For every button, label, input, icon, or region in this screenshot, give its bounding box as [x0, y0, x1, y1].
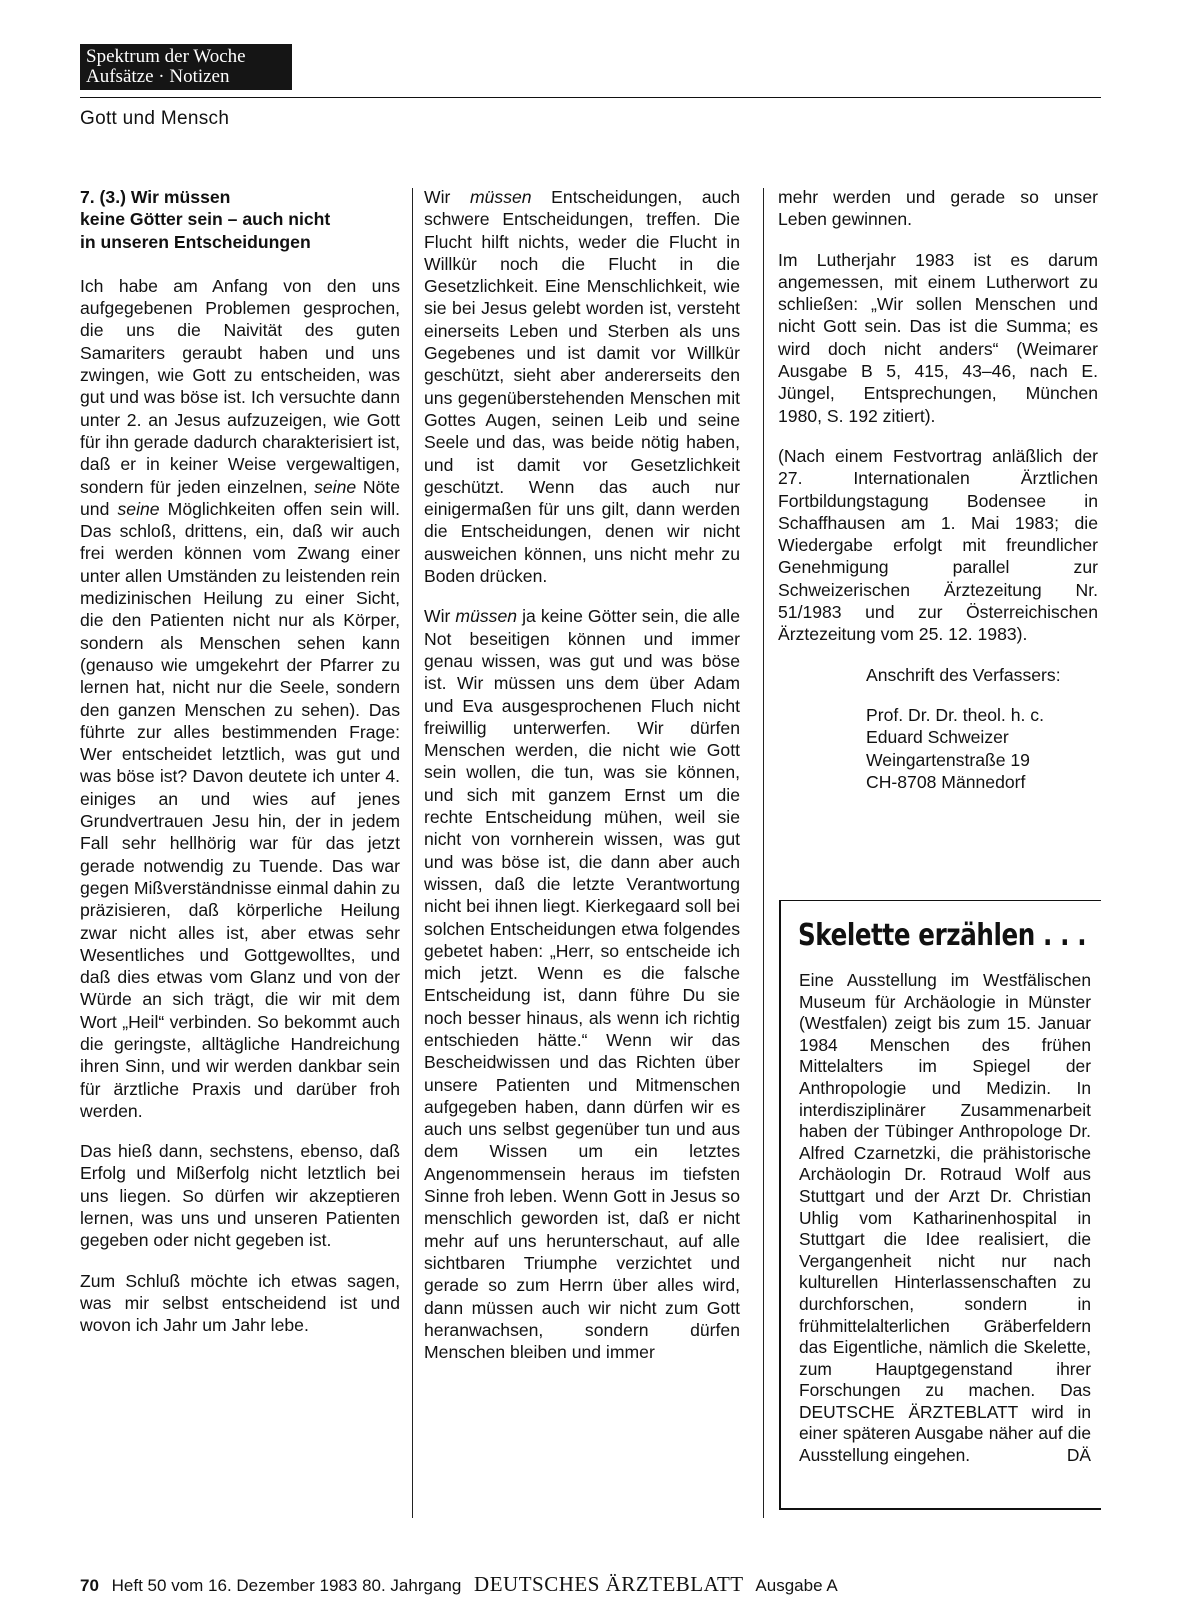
paragraph — [424, 186, 740, 587]
emphasis: müssen — [455, 606, 518, 627]
address-label: Anschrift des Verfassers: — [866, 664, 1061, 685]
paragraph: Das hieß dann, sechstens, ebenso, daß Erfolg und Mißerfolg nicht letztlich bei uns liegen. So dürfen wir akzeptieren lernen, was uns und unseren Patienten gegeben oder nicht gegeben ist. — [80, 1141, 400, 1251]
article-column-3 — [778, 186, 1098, 811]
address-line: Weingartenstraße 19 — [866, 749, 1030, 770]
article-column-2 — [424, 186, 740, 1381]
text-run: Ich habe am Anfang von den uns aufgegebenen Problemen gesprochen, die uns die Naivität des guten Samariters geraubt haben und uns zwingen, wie Gott zu entscheiden, was gut und was böse ist. Ich versuchte dann unter 2. an Jesus aufzuzeigen, wie Gott für ihn gerade dadurch charakterisiert ist, daß er in keiner Weise vergewaltigen, sondern für jeden einzelnen, — [80, 275, 400, 497]
emphasis: seine — [117, 498, 160, 519]
box-signature: DÄ — [1066, 1445, 1091, 1466]
paragraph: (Nach einem Festvortrag anläßlich der 27. Internationalen Ärztlichen Fortbildungstagung Bodensee in Schaffhausen am 1. Mai 1983; die Wiedergabe erfolgt mit freundlicher Genehmigung parallel zur Schweizerischen Ärztezeitung Nr. 51/1983 und zur Österreichischen Ärztezeitung vom 25. 12. 1983). — [778, 445, 1098, 645]
section-label-line2: Aufsätze · Notizen — [86, 66, 230, 87]
text-run: Nöte und — [80, 476, 400, 519]
article-heading — [80, 186, 400, 253]
address-line: CH-8708 Männedorf — [866, 771, 1026, 792]
section-badge — [80, 44, 292, 90]
emphasis: seine — [314, 476, 357, 497]
box-body: Eine Ausstellung im Westfälischen Museum für Archäologie in Münster (Westfalen) zeigt bis zum 15. Januar 1984 Menschen des frühen Mittelalters im Spiegel der Anthropologie und Medizin. In interdisziplinärer Zusammenarbeit haben der Tübinger Anthropologe Dr. Alfred Czarnetzki, die prähistorische Archäologin Dr. Rotraud Wolf aus Stuttgart und der Arzt Dr. Christian Uhlig vom Katharinenhospital in Stuttgart die Idee realisiert, die Vergangenheit nicht nur nach kulturellen Hinterlassenschaften zu durchforschen, sondern in frühmittelalterlichen Gräberfeldern das Eigentliche, nämlich die Skelette, zum Hauptgegenstand ihrer Forschungen zu machen. Das DEUTSCHE ÄRZTEBLATT wird in einer späteren Ausgabe näher auf die Ausstellung eingehen. — [799, 970, 1091, 1466]
heading-line-3: in unseren Entscheidungen — [80, 231, 311, 252]
column-divider-2 — [763, 188, 764, 1518]
address-line: Eduard Schweizer — [866, 727, 1009, 748]
page-number: 70 — [80, 1576, 99, 1595]
article-column-1 — [80, 186, 400, 1355]
issue-info: Heft 50 vom 16. Dezember 1983 80. Jahrgang — [111, 1576, 462, 1595]
text-run: Wir — [424, 606, 456, 627]
text-run: ja keine Götter sein, die alle Not beseitigen können und immer genau wissen, was gut und was böse ist. Wir müssen uns dem über Adam und Eva ausgesprochenen Fluch nicht freiwillig unterwerfen. Wir dürfen Menschen werden, die nicht wie Gott sein wollen, die tun, was sie können, und sich mit ganzem Ernst um die rechte Entscheidung mühen, weil sie nicht von vornherein wissen, was gut und was böse ist, die dann aber auch wissen, daß die letzte Verantwortung nicht bei ihnen liegt. Kierkegaard soll bei solchen Entscheidungen etwa folgendes gebetet haben: „Herr, so entscheide ich mich jetzt. Wenn es die falsche Entscheidung ist, dann führe Du sie noch besser hinaus, als wenn ich richtig entschieden hätte.“ Wenn wir das Bescheidwissen und das Richten über unsere Patienten und Mitmenschen aufgegeben haben, dann dürfen wir es auch uns selbst gegenüber tun und aus dem Wissen um ein letztes Angenommensein heraus im tiefsten Sinne froh leben. Wenn Gott in Jesus so menschlich geworden ist, daß er nicht mehr auf uns herunterschaut, auf alle sichtbaren Triumphe verzichtet und gerade so zum Herrn über alles wird, dann müssen auch wir nicht zum Gott heranwachsen, sondern dürfen Menschen bleiben und immer — [424, 606, 740, 1363]
top-rule — [80, 97, 1101, 98]
paragraph: Zum Schluß möchte ich etwas sagen, was mir selbst entscheidend ist und wovon ich Jahr um Jahr lebe. — [80, 1270, 400, 1336]
heading-line-2: keine Götter sein – auch nicht — [80, 209, 331, 230]
paragraph — [424, 605, 740, 1363]
page-footer — [80, 1572, 838, 1597]
box-title: Skelette erzählen . . . — [798, 918, 1087, 953]
text-run: Möglichkeiten offen sein will. Das schloß, drittens, ein, daß wir auch frei werden können vom Zwang einer unter allen Umständen zu leistenden rein medizinischen Heilung zu einer Sicht, die den Patienten nicht nur als Körper, sondern als Menschen sehen kann (genauso wie umgekehrt der Pfarrer zu lernen hat, nicht nur die Seele, sondern den ganzen Menschen zu sehen). Das führte zur alles bestimmenden Frage: Wer entscheidet letztlich, was gut und was böse ist? Davon deutete ich unter 4. einiges an und wies auf jenes Grundvertrauen Jesu hin, der in jedem Fall sehr hellhörig war für das jetzt gerade notwendig zu Tuende. Das war gegen Mißverständnisse einmal dahin zu präzisieren, daß körperliche Heilung zwar nicht alles ist, aber etwas sehr Wesentliches und Gottgewolltes, und daß dies etwas vom Glanz und von der Würde an sich trägt, die wir mit dem Wort „Heil“ verbinden. So bekommt auch die geringste, alltägliche Handreichung ihren Sinn, und wir werden dankbar sein für ärztliche Praxis und darüber froh werden. — [80, 498, 400, 1121]
author-address — [778, 664, 1098, 793]
paragraph: mehr werden und gerade so unser Leben gewinnen. — [778, 187, 1098, 230]
heading-line-1: 7. (3.) Wir müssen — [80, 187, 231, 207]
paragraph — [80, 275, 400, 1122]
text-run: Wir — [424, 187, 470, 207]
box-text — [799, 970, 1091, 1467]
section-label-line1: Spektrum der Woche — [86, 46, 246, 67]
rubric-title: Gott und Mensch — [80, 108, 230, 129]
address-line: Prof. Dr. Dr. theol. h. c. — [866, 704, 1044, 725]
paragraph: Im Lutherjahr 1983 ist es darum angemessen, mit einem Lutherwort zu schließen: „Wir sollen Menschen und nicht Gott sein. Das ist die Summa; es wird doch nicht anders“ (Weimarer Ausgabe B 5, 415, 43–46, nach E. Jüngel, Entsprechungen, München 1980, S. 192 zitiert). — [778, 249, 1098, 426]
emphasis: müssen — [469, 187, 532, 207]
journal-name: DEUTSCHES ÄRZTEBLATT — [474, 1572, 744, 1596]
column-divider-1 — [412, 188, 413, 1518]
text-run: Entscheidungen, auch schwere Entscheidungen, treffen. Die Flucht hilft nichts, weder die Flucht in Willkür noch die Flucht in die Gesetzlichkeit. Eine Menschlichkeit, wie sie bei Jesus gelebt worden ist, versteht einerseits Leben und Sterben als uns Gegebenes und ist damit vor Willkür geschützt, sieht aber andererseits den uns gegenüberstehenden Menschen mit Gottes Augen, seinen Leib und seine Seele und das, was beide nötig haben, und ist damit vor Gesetzlichkeit geschützt. Wenn das auch nur einigermaßen für uns gilt, dann werden die Entscheidungen, denen wir nicht ausweichen können, uns nicht mehr zu Boden drücken. — [424, 187, 740, 587]
edition-label: Ausgabe A — [755, 1576, 838, 1595]
